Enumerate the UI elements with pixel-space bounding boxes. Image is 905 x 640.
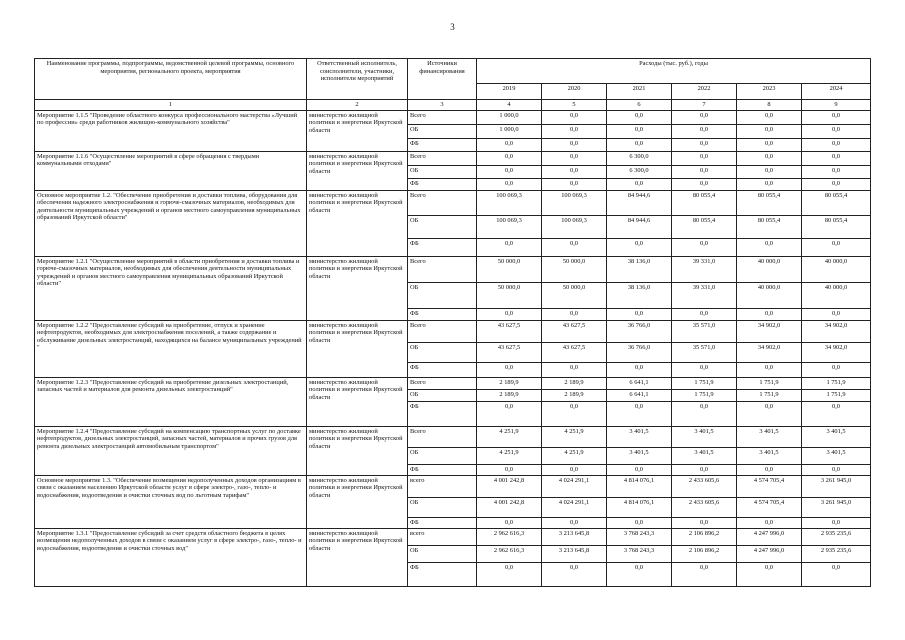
funding-source: ОБ [408,215,477,238]
expense-value: 3 213 645,8 [542,528,607,545]
expense-value: 0,0 [542,517,607,528]
expense-value: 0,0 [672,178,737,190]
expense-value: 3 401,5 [672,447,737,464]
expense-value: 0,0 [477,362,542,377]
executor: министерство жилищной политики и энергетики Иркутской области [307,426,408,475]
expense-value: 0,0 [672,562,737,586]
expense-value: 0,0 [607,562,672,586]
expense-value: 2 935 235,6 [802,545,871,562]
header-year: 2024 [802,84,871,100]
expense-value: 0,0 [477,151,542,165]
expense-value: 0,0 [672,464,737,475]
expense-value: 0,0 [542,464,607,475]
expense-value: 2 433 605,6 [672,475,737,497]
activity-name: Мероприятие 1.2.3 "Предоставление субсидий на приобретение дизельных электростанций, запасных частей и материалов для ремонта дизельных электростанций" [35,377,307,426]
expense-value: 0,0 [542,151,607,165]
expense-value: 0,0 [477,308,542,320]
expense-value: 0,0 [672,124,737,138]
funding-source: Всего [408,320,477,342]
expense-value: 50 000,0 [477,256,542,282]
expense-value: 100 069,3 [542,215,607,238]
table-row [35,377,871,389]
expense-value: 0,0 [672,401,737,426]
funding-source: ОБ [408,389,477,401]
expense-value: 1 751,9 [737,389,802,401]
expense-value: 0,0 [802,401,871,426]
expense-value: 0,0 [737,517,802,528]
funding-source: ФБ [408,362,477,377]
expense-value: 3 261 945,0 [802,497,871,517]
expense-value: 0,0 [802,165,871,178]
expense-value: 1 000,0 [477,124,542,138]
expense-value: 0,0 [542,138,607,151]
expense-value: 39 331,0 [672,282,737,308]
expense-value: 1 751,9 [672,377,737,389]
funding-source: ФБ [408,464,477,475]
expense-value: 3 401,5 [672,426,737,447]
expense-value: 0,0 [802,562,871,586]
expense-value: 84 944,6 [607,190,672,215]
column-index: 2 [307,100,408,111]
expense-value: 0,0 [672,517,737,528]
funding-source: Всего [408,151,477,165]
expense-value: 2 189,9 [477,377,542,389]
expense-value: 0,0 [672,308,737,320]
funding-source: Всего [408,377,477,389]
activity-name: Основное мероприятие 1.3. "Обеспечение возмещения недополученных доходов организациям в связи с оказанием населению Иркутской области услуг в сфере электро-, газо-, тепло- и водоснабжения, водоотведения и очистки сточных вод по льготным тарифам" [35,475,307,528]
expense-value: 43 627,5 [542,342,607,362]
expense-value: 36 766,0 [607,342,672,362]
expense-value: 4 001 242,8 [477,497,542,517]
expense-value: 0,0 [737,362,802,377]
expense-value: 6 641,1 [607,377,672,389]
table-body [35,110,871,586]
column-index: 6 [607,100,672,111]
executor: министерство жилищной политики и энергетики Иркутской области [307,528,408,586]
executor: министерство жилищной политики и энергетики Иркутской области [307,256,408,320]
expense-value: 50 000,0 [477,282,542,308]
column-index: 7 [672,100,737,111]
expense-value: 36 766,0 [607,320,672,342]
expense-value: 4 247 996,0 [737,528,802,545]
header-year: 2020 [542,84,607,100]
financing-table [34,58,871,587]
column-index: 4 [477,100,542,111]
expense-value: 40 000,0 [737,256,802,282]
expense-value: 0,0 [737,110,802,124]
expense-value: 4 251,9 [477,426,542,447]
funding-source: Всего [408,190,477,215]
expense-value: 1 751,9 [802,377,871,389]
table-row [35,475,871,497]
column-index: 3 [408,100,477,111]
activity-name: Мероприятие 1.2.2 "Предоставление субсидий на приобретение, отпуск и хранение нефтепродуктов, необходимых для электроснабжения поселений, а также содержание и обслуживание дизельных электростанций, находящихся на балансе муниципальных учреждений " [35,320,307,377]
expense-value: 0,0 [542,401,607,426]
expense-value: 0,0 [802,517,871,528]
activity-name: Мероприятие 1.1.5 "Проведение областного конкурса профессионального мастерства «Лучший по профессии» среди работников жилищно-коммунального хозяйства" [35,110,307,151]
expense-value: 4 251,9 [542,426,607,447]
expense-value: 0,0 [672,362,737,377]
funding-source: ФБ [408,138,477,151]
header-expenses: Расходы (тыс. руб.), годы [477,59,871,84]
expense-value: 0,0 [607,110,672,124]
expense-value: 4 814 076,1 [607,497,672,517]
expense-value: 4 001 242,8 [477,475,542,497]
expense-value: 0,0 [607,124,672,138]
funding-source: Всего [408,110,477,124]
expense-value: 0,0 [737,124,802,138]
expense-value: 0,0 [542,362,607,377]
expense-value: 0,0 [737,308,802,320]
table-row [35,256,871,282]
expense-value: 2 433 605,6 [672,497,737,517]
header-executor: Ответственный исполнитель, соисполнители, участники, исполнители мероприятий [307,59,408,100]
funding-source: ОБ [408,447,477,464]
expense-value: 0,0 [802,308,871,320]
expense-value: 0,0 [542,308,607,320]
expense-value: 39 331,0 [672,256,737,282]
expense-value: 0,0 [802,178,871,190]
column-index: 9 [802,100,871,111]
expense-value: 0,0 [802,362,871,377]
expense-value: 2 962 616,3 [477,545,542,562]
expense-value: 3 213 645,8 [542,545,607,562]
expense-value: 0,0 [737,238,802,256]
expense-value: 6 300,0 [607,165,672,178]
activity-name: Мероприятие 1.3.1 "Предоставление субсидий за счет средств областного бюджета в целях возмещения недополученных доходов в связи с оказанием услуг в сфере электро-, газо-, тепло- и водоснабжения, водоотведения и очистки сточных вод" [35,528,307,586]
funding-source: Всего [408,256,477,282]
expense-value: 0,0 [737,401,802,426]
expense-value: 2 189,9 [477,389,542,401]
expense-value: 40 000,0 [802,282,871,308]
expense-value: 0,0 [802,110,871,124]
expense-value: 0,0 [607,138,672,151]
expense-value: 0,0 [607,362,672,377]
expense-value: 0,0 [802,238,871,256]
expense-value: 0,0 [607,401,672,426]
expense-value: 0,0 [477,178,542,190]
expense-value: 3 401,5 [737,426,802,447]
table-row [35,426,871,447]
expense-value: 2 935 235,6 [802,528,871,545]
expense-value: 0,0 [542,178,607,190]
expense-value: 50 000,0 [542,256,607,282]
expense-value: 3 401,5 [607,447,672,464]
executor: министерство жилищной политики и энергетики Иркутской области [307,475,408,528]
expense-value: 4 251,9 [477,447,542,464]
expense-value: 2 189,9 [542,377,607,389]
expense-value: 0,0 [477,138,542,151]
expense-value: 4 247 996,0 [737,545,802,562]
header-source: Источники финансирования [408,59,477,100]
funding-source: ФБ [408,562,477,586]
table-header [35,59,871,111]
executor: министерство жилищной политики и энергетики Иркутской области [307,151,408,190]
expense-value: 0,0 [477,165,542,178]
expense-value: 4 574 705,4 [737,475,802,497]
expense-value: 2 106 896,2 [672,545,737,562]
index-row [35,100,871,111]
expense-value: 43 627,5 [477,320,542,342]
expense-value: 80 055,4 [802,190,871,215]
expense-value: 0,0 [542,110,607,124]
table-row [35,151,871,165]
expense-value: 84 944,6 [607,215,672,238]
expense-value: 100 069,3 [477,215,542,238]
expense-value: 2 962 616,3 [477,528,542,545]
funding-source: ФБ [408,401,477,426]
expense-value: 0,0 [672,151,737,165]
expense-value: 80 055,4 [672,190,737,215]
expense-value: 3 401,5 [737,447,802,464]
activity-name: Мероприятие 1.2.1 "Осуществление мероприятий в области приобретения и доставки топлива и горюче-смазочных материалов, необходимых для обеспечения деятельности муниципальных учреждений и органов местного самоуправления муниципальных образований Иркутской области" [35,256,307,320]
expense-value: 4 814 076,1 [607,475,672,497]
column-index: 5 [542,100,607,111]
expense-value: 4 024 291,1 [542,475,607,497]
expense-value: 0,0 [672,110,737,124]
funding-source: ФБ [408,308,477,320]
expense-value: 38 136,0 [607,282,672,308]
expense-value: 0,0 [737,151,802,165]
expense-value: 80 055,4 [802,215,871,238]
expense-value: 38 136,0 [607,256,672,282]
executor: министерство жилищной политики и энергетики Иркутской области [307,377,408,426]
funding-source: ОБ [408,282,477,308]
funding-source: ОБ [408,545,477,562]
expense-value: 0,0 [802,138,871,151]
expense-value: 3 401,5 [802,447,871,464]
expense-value: 0,0 [672,165,737,178]
expense-value: 80 055,4 [737,190,802,215]
executor: министерство жилищной политики и энергетики Иркутской области [307,190,408,256]
header-year: 2019 [477,84,542,100]
header-name: Наименование программы, подпрограммы, ведомственной целевой программы, основного мероприятия, регионального проекта, мероприятия [35,59,307,100]
expense-value: 0,0 [737,165,802,178]
funding-source: ОБ [408,342,477,362]
expense-value: 0,0 [477,464,542,475]
expense-value: 80 055,4 [672,215,737,238]
expense-value: 0,0 [477,517,542,528]
expense-value: 4 251,9 [542,447,607,464]
expense-value: 0,0 [477,401,542,426]
table-row [35,528,871,545]
expense-value: 100 069,3 [542,190,607,215]
expense-value: 0,0 [737,178,802,190]
expense-value: 35 571,0 [672,342,737,362]
expense-value: 1 000,0 [477,110,542,124]
expense-value: 50 000,0 [542,282,607,308]
expense-value: 0,0 [737,562,802,586]
expense-value: 4 024 291,1 [542,497,607,517]
expense-value: 1 751,9 [802,389,871,401]
expense-value: 0,0 [607,308,672,320]
funding-source: ОБ [408,124,477,138]
expense-value: 34 902,0 [802,320,871,342]
expense-value: 0,0 [737,464,802,475]
activity-name: Основное мероприятие 1.2. "Обеспечение приобретения и доставки топлива, оборудования для обеспечения надежного электроснабжения и горюче-смазочных материалов, необходимых для деятельности муниципальных учреждений и органов местного самоуправления муниципальных образований Иркутской области" [35,190,307,256]
expense-value: 3 768 243,3 [607,528,672,545]
expense-value: 2 106 896,2 [672,528,737,545]
funding-source: ФБ [408,238,477,256]
expense-value: 100 069,3 [477,190,542,215]
header-year: 2023 [737,84,802,100]
expense-value: 0,0 [737,138,802,151]
table-row [35,320,871,342]
expense-value: 0,0 [672,238,737,256]
expense-value: 3 401,5 [802,426,871,447]
expense-value: 0,0 [607,178,672,190]
expense-value: 0,0 [542,238,607,256]
funding-source: ФБ [408,517,477,528]
funding-source: ОБ [408,497,477,517]
executor: министерство жилищной политики и энергетики Иркутской области [307,320,408,377]
column-index: 8 [737,100,802,111]
expense-value: 0,0 [542,124,607,138]
expense-value: 0,0 [477,238,542,256]
expense-value: 34 902,0 [802,342,871,362]
header-year: 2021 [607,84,672,100]
funding-source: всего [408,475,477,497]
expense-value: 3 401,5 [607,426,672,447]
expense-value: 34 902,0 [737,342,802,362]
table-row [35,110,871,124]
expense-value: 0,0 [802,464,871,475]
expense-value: 0,0 [802,151,871,165]
expense-value: 0,0 [607,464,672,475]
expense-value: 0,0 [542,165,607,178]
header-year: 2022 [672,84,737,100]
expense-value: 6 300,0 [607,151,672,165]
activity-name: Мероприятие 1.2.4 "Предоставление субсидий на компенсацию транспортных услуг по доставке нефтепродуктов, дизельных электростанций, запасных частей, материалов и прочих грузов для ремонта дизельных электростанций автомобильным транспортом" [35,426,307,475]
expense-value: 34 902,0 [737,320,802,342]
expense-value: 1 751,9 [672,389,737,401]
expense-value: 80 055,4 [737,215,802,238]
expense-value: 1 751,9 [737,377,802,389]
expense-value: 43 627,5 [477,342,542,362]
expense-value: 0,0 [607,238,672,256]
table-row [35,190,871,215]
activity-name: Мероприятие 1.1.6 "Осуществление мероприятий в сфере обращения с твердыми коммунальными отходами" [35,151,307,190]
expense-value: 40 000,0 [802,256,871,282]
expense-value: 3 261 945,0 [802,475,871,497]
expense-value: 2 189,9 [542,389,607,401]
expense-value: 0,0 [607,517,672,528]
funding-source: Всего [408,426,477,447]
page-number: 3 [450,22,455,32]
funding-source: ОБ [408,165,477,178]
expense-value: 0,0 [542,562,607,586]
expense-value: 3 768 243,3 [607,545,672,562]
executor: министерство жилищной политики и энергетики Иркутской области [307,110,408,151]
expense-value: 6 641,1 [607,389,672,401]
expense-value: 40 000,0 [737,282,802,308]
column-index: 1 [35,100,307,111]
expense-value: 35 571,0 [672,320,737,342]
expense-value: 0,0 [477,562,542,586]
expense-value: 0,0 [802,124,871,138]
expense-value: 0,0 [672,138,737,151]
funding-source: ФБ [408,178,477,190]
funding-source: всего [408,528,477,545]
expense-value: 4 574 705,4 [737,497,802,517]
expense-value: 43 627,5 [542,320,607,342]
